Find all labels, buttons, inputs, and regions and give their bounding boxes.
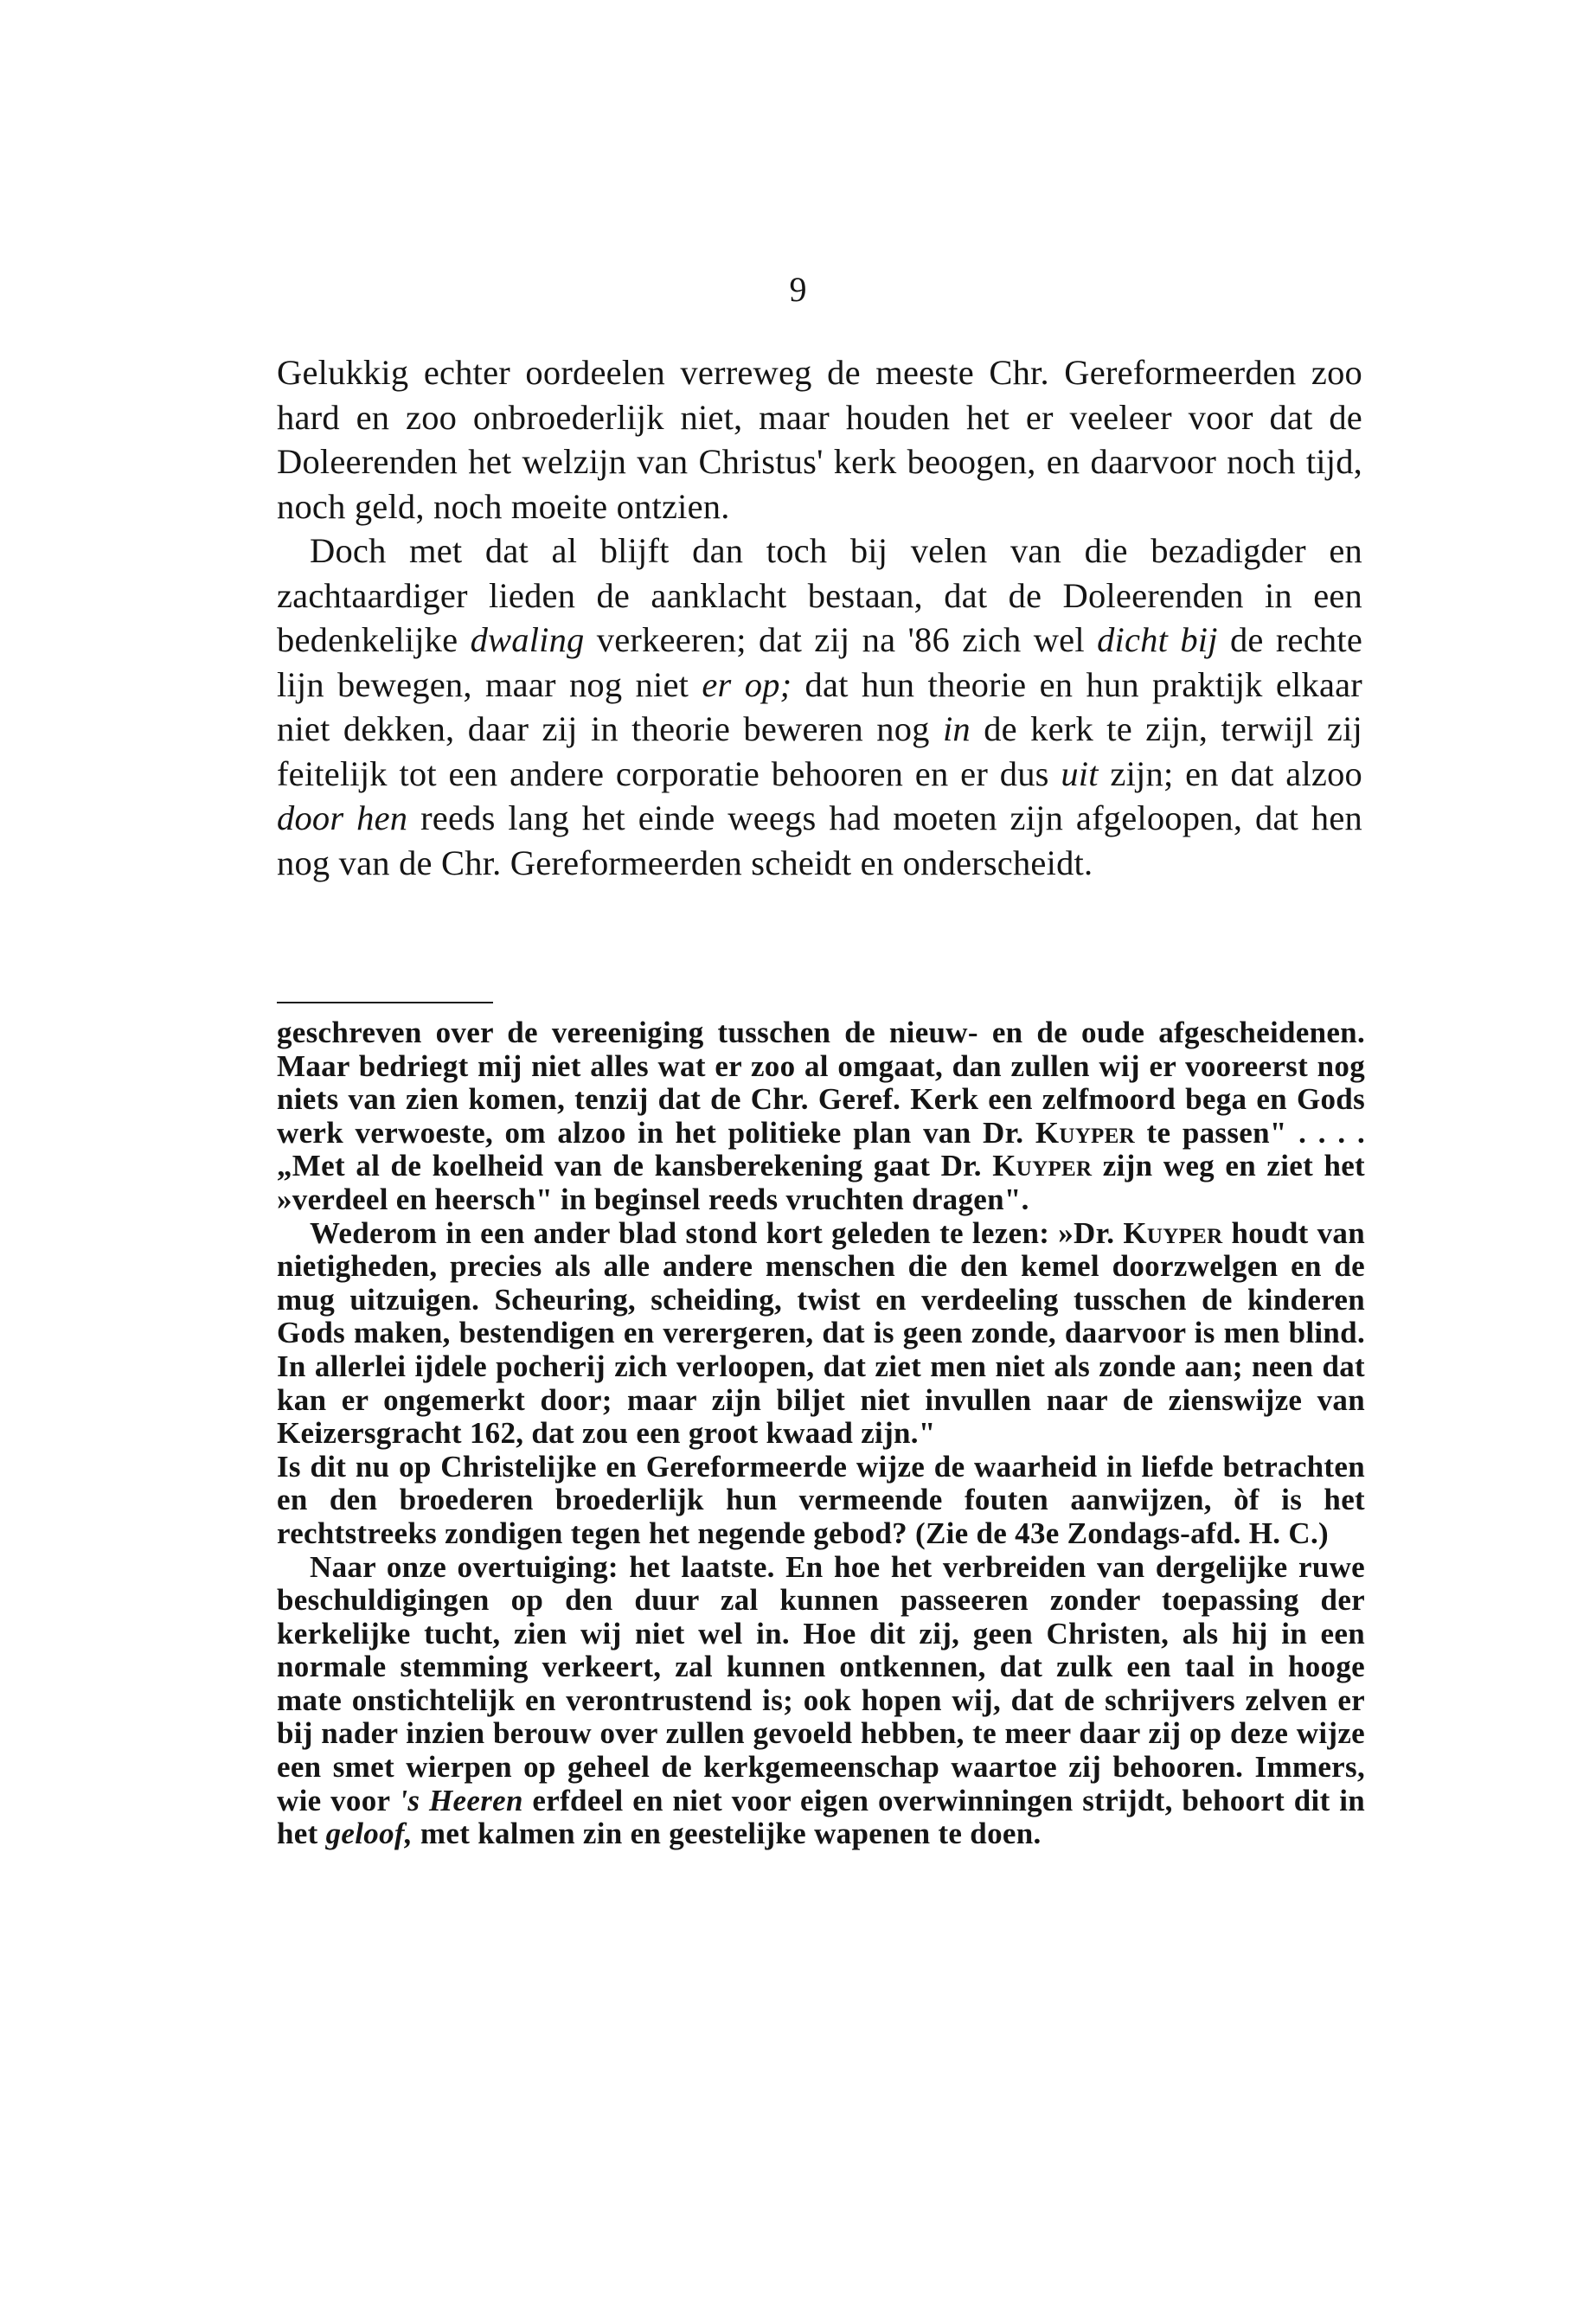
footnote-paragraph-4 [277, 1551, 1365, 1851]
text-run: de rechte lijn bewegen, maar nog niet [277, 620, 1362, 704]
page-number: 9 [789, 270, 807, 309]
italic-run: 's Heeren [399, 1783, 523, 1817]
main-text [277, 350, 1362, 885]
paragraph-1: Gelukkig echter oordeelen verreweg de meeste Chr. Gereformeerden zoo hard en zoo onbroederlijk niet, maar houden het er veeleer voor dat de Doleerenden het welzijn van Christus' kerk beoogen, en daarvoor noch tijd, noch geld, noch moeite ontzien. [277, 353, 1362, 526]
text-run: verkeeren; dat zij na '86 zich wel [584, 620, 1098, 659]
italic-run: door hen [277, 798, 408, 837]
text-run: Wederom in een ander blad stond kort geleden te lezen: »Dr. [310, 1215, 1124, 1250]
footnote-paragraph-3: Is dit nu op Christelijke en Gereformeerde wijze de waarheid in liefde betrachten en den broederen broederlijk hun vermeende fouten aanwijzen, òf is het rechtstreeks zondigen tegen het negende gebod? (Zie de 43e Zondags-afd. H. C.) [277, 1449, 1365, 1550]
text-run: houdt van nietigheden, precies als alle andere menschen die den kemel doorzwelgen en de mug uitzuigen. Scheuring, scheiding, twist en verdeeling tusschen de kinderen Gods maken, bestendigen en verergeren, dat is geen zonde, daarvoor is men blind. In allerlei ijdele pocherij zich verloopen, dat ziet men niet als zonde aan; neen dat kan er ongemerkt door; maar zijn biljet niet invullen naar de zienswijze van Keizersgracht 162, dat zou een groot kwaad zijn." [277, 1215, 1365, 1451]
author-name: Kuyper [992, 1149, 1093, 1183]
italic-run: dwaling [470, 620, 585, 659]
text-run: Doch met dat al blijft dan toch bij velen van die bezadigder en zachtaardiger lieden de aanklacht bestaan, dat de Doleerenden in een bedenkelijke [277, 531, 1362, 659]
italic-run: er op; [702, 664, 792, 704]
text-run: met kalmen zin en geestelijke wapenen te doen. [412, 1817, 1042, 1851]
footnote-paragraph-2 [277, 1217, 1365, 1451]
italic-run: uit [1061, 753, 1099, 793]
author-name: Kuyper [1123, 1215, 1223, 1250]
text-run: reeds lang het einde weegs had moeten zijn afgeloopen, dat hen nog van de Chr. Gereformeerden scheidt en onderscheidt. [277, 798, 1363, 882]
author-name: Kuyper [1035, 1115, 1135, 1150]
italic-run: dicht bij [1097, 620, 1218, 659]
footnote-block [277, 1016, 1365, 1851]
text-run: dat hun theorie en hun praktijk elkaar niet dekken, daar zij in theorie beweren nog [277, 664, 1362, 748]
italic-run: in [942, 709, 971, 748]
text-run: Naar onze overtuiging: het laatste. En hoe het verbreiden van dergelijke ruwe beschuldigingen op den duur zal kunnen passeeren zonder toepassing der kerkelijke tucht, zien wij niet wel in. Hoe dit zij, geen Christen, als hij in een normale stemming verkeert, zal kunnen ontkennen, dat zulk een taal in hooge mate onstichtelijk en verontrustend is; ook hopen wij, dat de schrijvers zelven er bij nader inzien berouw over zullen gevoeld hebben, te meer daar zij op deze wijze een smet wierpen op geheel de kerkgemeenschap waartoe zij behooren. Immers, wie voor [277, 1549, 1365, 1817]
footnote-paragraph-1 [277, 1016, 1365, 1217]
italic-run: geloof, [325, 1817, 413, 1851]
text-run: te passen" . . . . „Met al de koelheid van de kansberekening gaat Dr. [277, 1115, 1366, 1183]
text-run: geschreven over de vereeniging tusschen de nieuw- en de oude afgescheidenen. Maar bedriegt mij niet alles wat er zoo al omgaat, dan zullen wij er vooreerst nog niets van zien komen, tenzij dat de Chr. Geref. Kerk een zelfmoord bega en Gods werk verwoeste, om alzoo in het politieke plan van Dr. [277, 1016, 1365, 1150]
text-run: zijn weg en ziet het »verdeel en heersch" in beginsel reeds vruchten dragen". [277, 1149, 1365, 1216]
text-run: zijn; en dat alzoo [1098, 753, 1362, 793]
text-run: erfdeel en niet voor eigen overwinningen strijdt, behoort dit in het [277, 1783, 1365, 1851]
footnote-separator [277, 1002, 493, 1003]
text-run: de kerk te zijn, terwijl zij feitelijk tot een andere corporatie behooren en er dus [277, 709, 1362, 793]
paragraph-2 [277, 529, 1362, 885]
